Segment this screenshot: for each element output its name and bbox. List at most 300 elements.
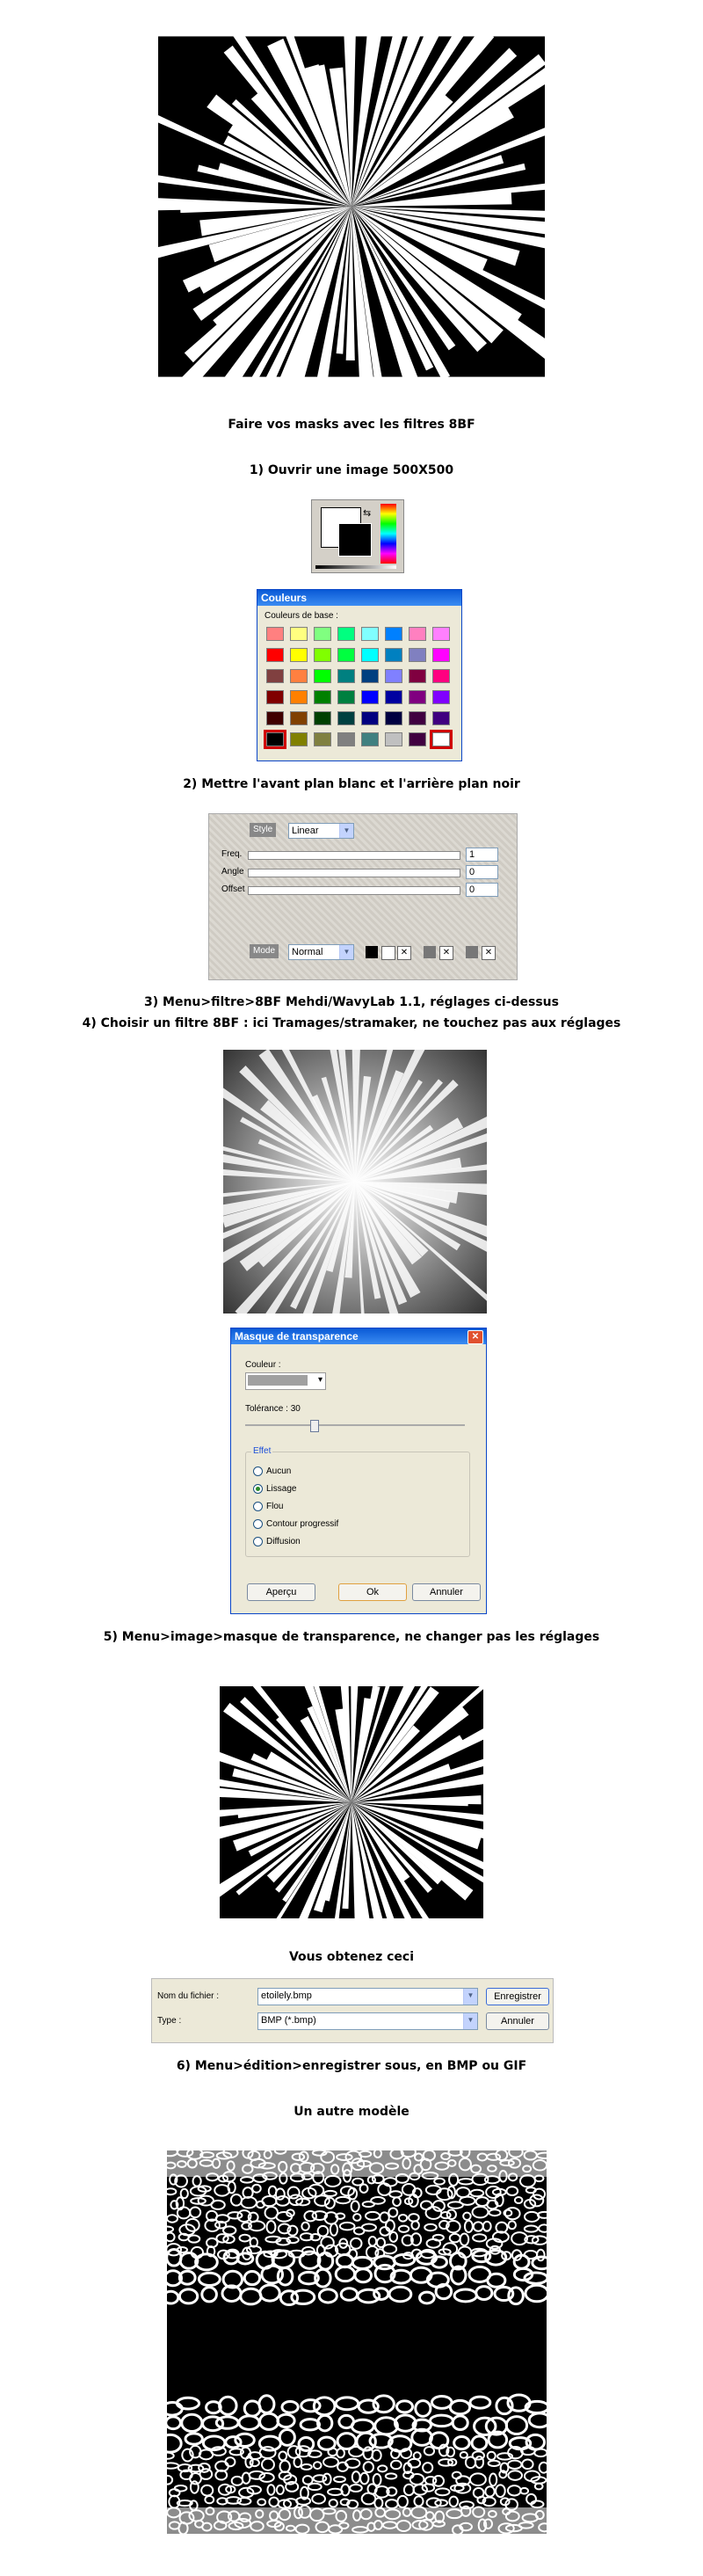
voronoi-cell: [389, 2191, 402, 2197]
color-swatch[interactable]: [266, 711, 284, 725]
voronoi-cell: [537, 2250, 545, 2260]
voronoi-cell: [411, 2221, 418, 2229]
effect-option-label: Flou: [266, 1502, 284, 1511]
color-swatch[interactable]: [409, 732, 426, 746]
voronoi-cell: [434, 2179, 445, 2185]
starburst-result-image: [220, 1670, 483, 1934]
voronoi-cell: [374, 2498, 382, 2507]
starburst-image-top: [158, 13, 545, 400]
voronoi-cell: [337, 2254, 352, 2267]
voronoi-cell: [188, 2236, 199, 2243]
voronoi-cell: [454, 2289, 476, 2302]
voronoi-cell: [386, 2473, 397, 2478]
voronoi-cell: [352, 2471, 360, 2483]
voronoi-cell: [202, 2288, 217, 2302]
close-icon[interactable]: ✕: [439, 946, 453, 960]
color-b-swatch[interactable]: [381, 946, 395, 960]
voronoi-cell: [352, 2201, 359, 2211]
effect-option-label: Aucun: [266, 1466, 292, 1476]
voronoi-cell: [337, 2449, 344, 2457]
color-swatch[interactable]: [432, 669, 450, 683]
voronoi-cell: [167, 2402, 182, 2415]
voronoi-cell: [262, 2196, 276, 2206]
color-label: Couleur :: [245, 1360, 281, 1370]
voronoi-cell: [424, 2224, 437, 2230]
color-swatch[interactable]: [266, 648, 284, 662]
mode-select-value: Normal: [292, 947, 323, 957]
voronoi-cell: [460, 2233, 469, 2245]
effect-option[interactable]: [253, 1533, 338, 1551]
voronoi-cell: [410, 2474, 424, 2485]
effect-option[interactable]: [253, 1498, 338, 1516]
voronoi-cell: [508, 2485, 521, 2495]
voronoi-cell: [506, 2187, 518, 2195]
voronoi-cell: [404, 2485, 414, 2495]
voronoi-cell: [228, 2212, 242, 2218]
voronoi-cell: [463, 2213, 470, 2220]
voronoi-cell: [474, 2222, 483, 2230]
ok-button[interactable]: Ok: [338, 1583, 407, 1601]
voronoi-cell: [535, 2175, 544, 2181]
voronoi-cell: [330, 2223, 337, 2236]
colors-dialog-title: Couleurs: [257, 590, 461, 606]
voronoi-cell: [508, 2221, 515, 2229]
style-select[interactable]: [288, 823, 354, 839]
voronoi-cell: [278, 2414, 294, 2427]
wavylab-row-label: Offset: [221, 884, 245, 894]
voronoi-cell: [534, 2449, 547, 2457]
color-swatch[interactable]: [361, 711, 379, 725]
mode-select[interactable]: [288, 944, 354, 960]
color-swatch[interactable]: [432, 732, 450, 746]
effect-option[interactable]: [253, 1463, 338, 1481]
voronoi-cell: [241, 2289, 261, 2304]
radio-icon[interactable]: [253, 1466, 263, 1476]
radio-icon[interactable]: [253, 1502, 263, 1511]
voronoi-cell: [250, 2459, 259, 2466]
voronoi-cell: [241, 2177, 253, 2183]
voronoi-cell: [397, 2401, 413, 2412]
voronoi-cell: [351, 2238, 362, 2249]
voronoi-cell: [211, 2201, 224, 2209]
voronoi-cell: [231, 2194, 242, 2206]
voronoi-cell: [470, 2397, 490, 2408]
voronoi-cell: [364, 2462, 373, 2472]
voronoi-cell: [409, 2214, 419, 2222]
preview-button[interactable]: Aperçu: [247, 1583, 315, 1601]
voronoi-cell: [360, 2473, 368, 2485]
voronoi-cell: [330, 2500, 337, 2507]
voronoi-cell: [533, 2236, 547, 2245]
chevron-down-icon: ▾: [317, 1375, 323, 1385]
chevron-down-icon: ▼: [463, 2013, 477, 2029]
voronoi-cell: [352, 2420, 373, 2433]
color-swatch[interactable]: [409, 711, 426, 725]
wavylab-slider[interactable]: [248, 886, 460, 895]
voronoi-cell: [260, 2447, 276, 2458]
voronoi-cell: [470, 2190, 483, 2197]
save-dialog: [151, 1978, 554, 2043]
voronoi-cell: [314, 2398, 335, 2415]
voronoi-cell: [345, 2459, 359, 2468]
step-3-caption: 3) Menu>filtre>8BF Mehdi/WavyLab 1.1, réglages ci-dessus: [144, 995, 559, 1009]
voronoi-cell: [315, 2195, 330, 2206]
color-swatch[interactable]: [266, 732, 284, 746]
voronoi-cell: [506, 2417, 526, 2434]
voronoi-cell: [200, 2469, 213, 2479]
color-swatch[interactable]: [337, 627, 355, 641]
voronoi-cell: [223, 2226, 236, 2234]
color-swatch[interactable]: [385, 732, 402, 746]
voronoi-cell: [431, 2415, 453, 2427]
page-title: Faire vos masks avec les filtres 8BF: [228, 418, 475, 432]
slider-thumb[interactable]: [310, 1420, 319, 1432]
tolerance-slider[interactable]: [245, 1420, 465, 1432]
voronoi-cell: [350, 2485, 362, 2492]
voronoi-cell: [420, 2292, 435, 2303]
voronoi-cell: [355, 2269, 372, 2282]
voronoi-cell: [362, 2493, 376, 2505]
color-swatch[interactable]: [337, 690, 355, 704]
hue-strip: [380, 504, 396, 564]
swap-icon[interactable]: ⇆: [363, 507, 372, 519]
color-swatch[interactable]: [361, 627, 379, 641]
chevron-down-icon: ▼: [339, 824, 353, 838]
effect-option[interactable]: [253, 1481, 338, 1498]
voronoi-cell: [386, 2500, 398, 2508]
voronoi-cell: [225, 2457, 235, 2466]
voronoi-cell: [353, 2214, 360, 2221]
voronoi-cell: [522, 2460, 533, 2470]
color-swatch[interactable]: [314, 690, 331, 704]
voronoi-cell: [453, 2416, 467, 2430]
voronoi-cell: [388, 2209, 397, 2217]
type-select[interactable]: [257, 2012, 478, 2030]
radio-icon[interactable]: [253, 1519, 263, 1529]
voronoi-cell: [414, 2496, 423, 2506]
voronoi-cell: [485, 2486, 494, 2496]
voronoi-cell: [352, 2257, 372, 2268]
color-swatch[interactable]: [314, 627, 331, 641]
voronoi-cell: [236, 2434, 255, 2446]
voronoi-cell: [178, 2208, 190, 2219]
color-swatch[interactable]: [432, 711, 450, 725]
voronoi-cell: [389, 2287, 411, 2302]
voronoi-cell: [336, 2267, 354, 2281]
voronoi-cell: [314, 2462, 322, 2469]
voronoi-cell: [336, 2398, 359, 2410]
color-swatch[interactable]: [314, 648, 331, 662]
radio-icon[interactable]: [253, 1537, 263, 1546]
voronoi-cell: [182, 2414, 202, 2431]
color-swatch[interactable]: [290, 669, 308, 683]
basic-colors-label: Couleurs de base :: [265, 611, 338, 621]
step-6-caption: 6) Menu>édition>enregistrer sous, en BMP ou GIF: [176, 2059, 527, 2073]
wavylab-value-input[interactable]: 1: [466, 848, 498, 862]
voronoi-cell: [289, 2194, 302, 2205]
voronoi-cell: [167, 2188, 176, 2194]
wavylab-row-label: Angle: [221, 867, 244, 877]
tolerance-label: Tolérance : 30: [245, 1404, 301, 1414]
filename-label: Nom du fichier :: [157, 1991, 220, 2001]
color-swatch[interactable]: [432, 627, 450, 641]
voronoi-cell: [378, 2465, 387, 2471]
mask-dialog: [230, 1328, 487, 1614]
voronoi-cell: [362, 2224, 376, 2231]
color-swatch[interactable]: [361, 690, 379, 704]
wavylab-value-input[interactable]: 0: [466, 865, 498, 879]
color-swatch[interactable]: [409, 669, 426, 683]
voronoi-cell: [515, 2197, 522, 2203]
color-picker[interactable]: [245, 1372, 326, 1390]
voronoi-cell: [216, 2417, 238, 2428]
voronoi-cell: [167, 2476, 172, 2485]
voronoi-cell: [278, 2267, 293, 2285]
voronoi-cell: [277, 2485, 284, 2494]
mask-dialog-title-text: Masque de transparence: [235, 1330, 359, 1343]
color-swatch[interactable]: [266, 627, 284, 641]
voronoi-cell: [167, 2215, 178, 2222]
voronoi-cell: [259, 2396, 274, 2413]
voronoi-cell: [167, 2250, 181, 2267]
color-swatch[interactable]: [337, 711, 355, 725]
color-swatch[interactable]: [385, 711, 402, 725]
voronoi-cell: [241, 2197, 257, 2208]
voronoi-cell: [336, 2197, 350, 2203]
voronoi-cell: [167, 2434, 181, 2452]
voronoi-cell: [399, 2215, 407, 2222]
voronoi-cell: [374, 2289, 388, 2300]
color-d-swatch[interactable]: [466, 946, 478, 958]
voronoi-cell: [525, 2212, 539, 2222]
voronoi-cell: [279, 2452, 286, 2461]
close-icon[interactable]: ✕: [467, 1330, 483, 1344]
color-swatch[interactable]: [385, 669, 402, 683]
voronoi-cell: [294, 2457, 301, 2467]
voronoi-mask-image: [167, 2150, 547, 2534]
voronoi-cell: [260, 2285, 279, 2301]
voronoi-cell: [279, 2429, 294, 2445]
voronoi-cell: [334, 2477, 345, 2482]
swatch-grid: [266, 627, 454, 753]
color-swatch-widget: [311, 499, 404, 573]
voronoi-cell: [459, 2179, 473, 2184]
cancel-button[interactable]: Annuler: [486, 2012, 549, 2030]
voronoi-cell: [249, 2471, 265, 2479]
voronoi-cell: [383, 2245, 397, 2253]
voronoi-cell: [319, 2289, 337, 2303]
voronoi-cell: [449, 2497, 458, 2507]
voronoi-cell: [369, 2237, 377, 2246]
radio-icon[interactable]: [253, 1484, 263, 1494]
color-swatch[interactable]: [290, 627, 308, 641]
voronoi-cell: [475, 2456, 483, 2468]
color-swatch[interactable]: [361, 669, 379, 683]
voronoi-cell: [529, 2413, 547, 2427]
voronoi-cell: [341, 2485, 349, 2496]
voronoi-cell: [308, 2484, 322, 2490]
voronoi-cell: [325, 2176, 341, 2187]
starburst-blur-image: [223, 1050, 487, 1313]
step-4-caption: 4) Choisir un filtre 8BF : ici Tramages/stramaker, ne touchez pas aux réglages: [82, 1016, 621, 1030]
voronoi-cell: [269, 2498, 279, 2507]
voronoi-cell: [450, 2234, 460, 2242]
wavylab-slider[interactable]: [248, 869, 460, 877]
voronoi-cell: [416, 2401, 431, 2417]
wavylab-panel: [208, 813, 518, 980]
voronoi-cell: [167, 2417, 180, 2429]
type-value: BMP (*.bmp): [261, 2015, 316, 2026]
voronoi-cell: [460, 2452, 467, 2458]
color-swatch[interactable]: [314, 669, 331, 683]
color-c-swatch[interactable]: [424, 946, 436, 958]
mask-dialog-title: [231, 1328, 486, 1344]
voronoi-cell: [433, 2235, 444, 2241]
chevron-down-icon: ▼: [339, 945, 353, 959]
voronoi-cell: [244, 2271, 259, 2284]
effect-option-label: Lissage: [266, 1484, 297, 1494]
voronoi-cell: [252, 2185, 261, 2193]
voronoi-cell: [472, 2436, 487, 2449]
color-swatch[interactable]: [385, 627, 402, 641]
voronoi-cell: [193, 2176, 201, 2187]
voronoi-cell: [337, 2463, 348, 2471]
voronoi-cell: [433, 2476, 444, 2486]
voronoi-cell: [349, 2447, 363, 2456]
voronoi-cell: [167, 2453, 174, 2459]
voronoi-cell: [201, 2485, 213, 2496]
color-swatch[interactable]: [432, 648, 450, 662]
voronoi-cell: [266, 2221, 275, 2233]
voronoi-cell: [371, 2197, 385, 2204]
voronoi-cell: [470, 2473, 486, 2485]
color-swatch[interactable]: [337, 669, 355, 683]
voronoi-cell: [299, 2438, 314, 2451]
voronoi-cell: [466, 2456, 475, 2468]
voronoi-cell: [460, 2197, 475, 2205]
color-swatch[interactable]: [385, 648, 402, 662]
color-swatch[interactable]: [314, 732, 331, 746]
voronoi-cell: [451, 2485, 464, 2492]
color-a-swatch[interactable]: [366, 946, 378, 958]
voronoi-cell: [340, 2223, 355, 2230]
voronoi-cell: [391, 2461, 402, 2470]
voronoi-cell: [488, 2274, 505, 2287]
voronoi-cell: [399, 2226, 409, 2232]
wavylab-slider[interactable]: [248, 851, 460, 860]
color-swatch[interactable]: [290, 711, 308, 725]
voronoi-cell: [303, 2476, 313, 2485]
voronoi-cell: [423, 2484, 435, 2491]
voronoi-cell: [324, 2191, 337, 2196]
effect-option-label: Diffusion: [266, 1537, 301, 1546]
voronoi-cell: [262, 2459, 274, 2470]
style-select-value: Linear: [292, 826, 319, 836]
voronoi-cell: [167, 2291, 178, 2303]
effect-legend: Effet: [253, 1446, 272, 1456]
save-button[interactable]: Enregistrer: [486, 1988, 549, 2005]
color-swatch[interactable]: [290, 648, 308, 662]
voronoi-cell: [424, 2447, 434, 2455]
voronoi-cell: [220, 2397, 236, 2414]
wavylab-row-label: Freq.: [221, 849, 243, 859]
voronoi-cell: [232, 2477, 243, 2485]
voronoi-cell: [485, 2176, 499, 2183]
step-2-caption: 2) Mettre l'avant plan blanc et l'arrière plan noir: [183, 777, 520, 791]
voronoi-cell: [413, 2485, 427, 2495]
color-swatch[interactable]: [409, 690, 426, 704]
color-swatch[interactable]: [409, 648, 426, 662]
voronoi-cell: [488, 2452, 496, 2460]
color-swatch[interactable]: [266, 690, 284, 704]
type-label: Type :: [157, 2016, 182, 2026]
color-swatch[interactable]: [361, 732, 379, 746]
close-icon[interactable]: ✕: [482, 946, 496, 960]
voronoi-cell: [366, 2212, 380, 2220]
filename-input[interactable]: [257, 1988, 478, 2005]
voronoi-cell: [167, 2226, 173, 2231]
colors-dialog: [257, 589, 462, 761]
voronoi-cell: [323, 2457, 338, 2467]
close-icon[interactable]: ✕: [397, 946, 411, 960]
voronoi-cell: [360, 2184, 368, 2193]
color-swatch[interactable]: [409, 627, 426, 641]
voronoi-cell: [509, 2288, 524, 2304]
voronoi-cell: [457, 2187, 470, 2197]
cancel-button[interactable]: Annuler: [412, 1583, 481, 1601]
effect-group: [245, 1446, 470, 1557]
voronoi-cell: [181, 2189, 188, 2198]
voronoi-cell: [190, 2207, 200, 2217]
voronoi-cell: [185, 2434, 202, 2444]
voronoi-cell: [196, 2254, 218, 2270]
mode-label: Mode: [250, 944, 279, 958]
step-5-caption: 5) Menu>image>masque de transparence, ne changer pas les réglages: [103, 1630, 600, 1644]
chevron-down-icon: ▼: [463, 1989, 477, 2005]
color-swatch[interactable]: [337, 648, 355, 662]
voronoi-cell: [191, 2481, 199, 2493]
color-swatch[interactable]: [266, 669, 284, 683]
wavylab-value-input[interactable]: 0: [466, 883, 498, 897]
voronoi-cell: [454, 2437, 469, 2449]
other-model-caption: Un autre modèle: [294, 2105, 409, 2119]
voronoi-cell: [341, 2289, 357, 2301]
color-swatch[interactable]: [361, 648, 379, 662]
voronoi-cell: [508, 2470, 522, 2480]
voronoi-cell: [465, 2221, 473, 2232]
voronoi-cell: [525, 2226, 538, 2232]
voronoi-cell: [489, 2209, 501, 2216]
voronoi-cell: [301, 2223, 308, 2230]
voronoi-cell: [257, 2499, 265, 2505]
voronoi-cell: [179, 2289, 197, 2303]
voronoi-cell: [447, 2210, 456, 2220]
voronoi-cell: [240, 2235, 250, 2242]
color-swatch[interactable]: [290, 732, 308, 746]
color-swatch[interactable]: [337, 732, 355, 746]
effect-option-label: Contour progressif: [266, 1519, 339, 1529]
color-swatch[interactable]: [290, 690, 308, 704]
color-swatch[interactable]: [314, 711, 331, 725]
voronoi-cell: [205, 2496, 214, 2503]
voronoi-cell: [312, 2494, 325, 2504]
color-swatch[interactable]: [432, 690, 450, 704]
voronoi-cell: [489, 2461, 500, 2466]
color-swatch[interactable]: [385, 690, 402, 704]
filename-value: etoilely.bmp: [261, 1990, 312, 2001]
effect-option[interactable]: [253, 1516, 338, 1533]
voronoi-cell: [384, 2178, 397, 2186]
